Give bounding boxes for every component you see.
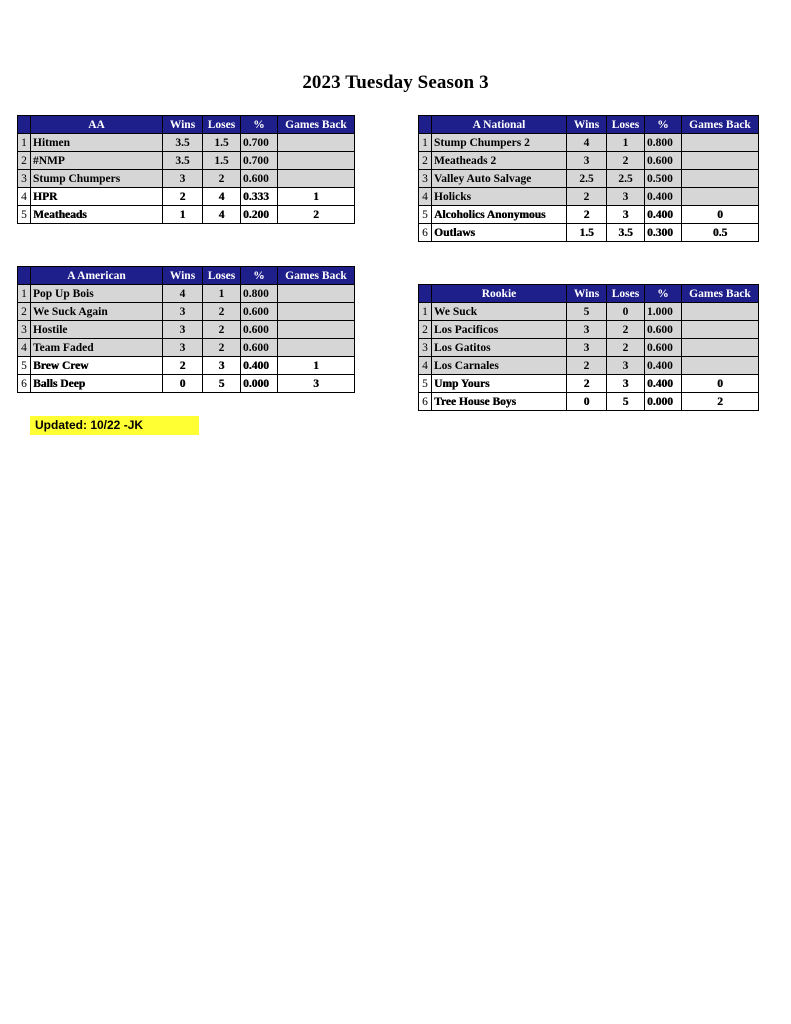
table-row (18, 321, 355, 339)
loses-cell: 0 (607, 303, 645, 321)
games-back-cell (278, 134, 355, 152)
games-back-cell (278, 339, 355, 357)
team-name-cell: Los Pacificos (432, 321, 567, 339)
wins-column-header: Wins (163, 116, 203, 134)
loses-column-header: Loses (607, 285, 645, 303)
pct-column-header: % (241, 116, 278, 134)
wins-cell: 0 (567, 393, 607, 411)
loses-cell: 2 (607, 339, 645, 357)
page-title: 2023 Tuesday Season 3 (302, 72, 489, 93)
rank-cell: 6 (18, 375, 31, 393)
loses-cell: 1 (203, 285, 241, 303)
pct-cell: 0.700 (241, 152, 278, 170)
wins-cell: 2.5 (567, 170, 607, 188)
pct-cell: 0.300 (645, 224, 682, 242)
wins-cell: 3 (163, 303, 203, 321)
games-back-cell (278, 303, 355, 321)
rank-cell: 4 (419, 357, 432, 375)
games-back-column-header: Games Back (682, 285, 759, 303)
table-row (18, 152, 355, 170)
loses-cell: 1.5 (203, 134, 241, 152)
games-back-cell (278, 321, 355, 339)
rank-cell: 3 (419, 170, 432, 188)
wins-cell: 2 (163, 357, 203, 375)
team-name-cell: Los Carnales (432, 357, 567, 375)
team-name-cell: Meatheads (31, 206, 163, 224)
table-row (419, 321, 759, 339)
table-header-row (18, 267, 355, 285)
pct-cell: 0.600 (645, 339, 682, 357)
division-name-header: A American (31, 267, 163, 285)
games-back-column-header: Games Back (278, 116, 355, 134)
team-name-cell: #NMP (31, 152, 163, 170)
games-back-cell (682, 134, 759, 152)
rank-cell: 5 (419, 375, 432, 393)
loses-cell: 2.5 (607, 170, 645, 188)
table-row (419, 170, 759, 188)
rank-cell: 1 (419, 134, 432, 152)
games-back-cell (682, 339, 759, 357)
games-back-cell (682, 188, 759, 206)
team-name-cell: Valley Auto Salvage (432, 170, 567, 188)
wins-cell: 0 (163, 375, 203, 393)
loses-cell: 5 (203, 375, 241, 393)
team-name-cell: We Suck (432, 303, 567, 321)
rank-cell: 3 (18, 170, 31, 188)
rank-cell: 3 (18, 321, 31, 339)
wins-cell: 3 (163, 321, 203, 339)
loses-cell: 2 (203, 321, 241, 339)
games-back-cell (278, 152, 355, 170)
table-row (18, 339, 355, 357)
games-back-column-header: Games Back (278, 267, 355, 285)
rank-cell: 2 (419, 152, 432, 170)
games-back-cell: 0 (682, 206, 759, 224)
table-row (18, 134, 355, 152)
loses-cell: 3 (607, 375, 645, 393)
rank-cell: 5 (18, 357, 31, 375)
rank-column-header (18, 116, 31, 134)
table-row (419, 152, 759, 170)
team-name-cell: Holicks (432, 188, 567, 206)
rank-cell: 1 (18, 285, 31, 303)
pct-cell: 0.700 (241, 134, 278, 152)
division-name-header: A National (432, 116, 567, 134)
loses-cell: 2 (203, 303, 241, 321)
pct-cell: 1.000 (645, 303, 682, 321)
standings-table-a-national (418, 115, 759, 242)
loses-cell: 1.5 (203, 152, 241, 170)
rank-cell: 6 (419, 224, 432, 242)
team-name-cell: We Suck Again (31, 303, 163, 321)
wins-cell: 3.5 (163, 152, 203, 170)
table-row (18, 375, 355, 393)
table-row (419, 339, 759, 357)
rank-cell: 2 (419, 321, 432, 339)
rank-cell: 3 (419, 339, 432, 357)
table-row (419, 393, 759, 411)
pct-cell: 0.400 (645, 188, 682, 206)
team-name-cell: Los Gatitos (432, 339, 567, 357)
team-name-cell: Team Faded (31, 339, 163, 357)
team-name-cell: Pop Up Bois (31, 285, 163, 303)
pct-column-header: % (645, 116, 682, 134)
wins-cell: 3 (567, 339, 607, 357)
team-name-cell: Brew Crew (31, 357, 163, 375)
rank-cell: 4 (18, 339, 31, 357)
loses-cell: 2 (203, 170, 241, 188)
loses-cell: 3 (607, 357, 645, 375)
table-row (18, 357, 355, 375)
updated-note: Updated: 10/22 -JK (30, 416, 199, 435)
wins-cell: 2 (567, 375, 607, 393)
wins-cell: 1.5 (567, 224, 607, 242)
standings-table-aa (17, 115, 355, 224)
standings-table-rookie (418, 284, 759, 411)
rank-cell: 4 (419, 188, 432, 206)
games-back-cell (682, 170, 759, 188)
standings-table-a-american (17, 266, 355, 393)
pct-cell: 0.400 (645, 357, 682, 375)
table-row (419, 303, 759, 321)
wins-cell: 2 (163, 188, 203, 206)
team-name-cell: Alcoholics Anonymous (432, 206, 567, 224)
games-back-cell (682, 321, 759, 339)
team-name-cell: Meatheads 2 (432, 152, 567, 170)
team-name-cell: Stump Chumpers (31, 170, 163, 188)
pct-cell: 0.400 (645, 206, 682, 224)
games-back-cell (682, 357, 759, 375)
division-name-header: AA (31, 116, 163, 134)
wins-cell: 2 (567, 357, 607, 375)
pct-cell: 0.800 (241, 285, 278, 303)
games-back-column-header: Games Back (682, 116, 759, 134)
wins-cell: 3.5 (163, 134, 203, 152)
games-back-cell (278, 285, 355, 303)
pct-cell: 0.600 (241, 321, 278, 339)
games-back-cell (682, 303, 759, 321)
table-row (18, 188, 355, 206)
games-back-cell: 1 (278, 188, 355, 206)
pct-cell: 0.000 (241, 375, 278, 393)
pct-cell: 0.000 (645, 393, 682, 411)
pct-cell: 0.500 (645, 170, 682, 188)
rank-column-header (419, 285, 432, 303)
rank-cell: 2 (18, 152, 31, 170)
table-row (419, 357, 759, 375)
pct-cell: 0.400 (645, 375, 682, 393)
table-header-row (419, 116, 759, 134)
loses-cell: 3 (607, 206, 645, 224)
table-row (18, 303, 355, 321)
team-name-cell: Hostile (31, 321, 163, 339)
games-back-cell: 3 (278, 375, 355, 393)
wins-cell: 3 (567, 321, 607, 339)
wins-cell: 4 (163, 285, 203, 303)
games-back-cell: 0 (682, 375, 759, 393)
rank-cell: 6 (419, 393, 432, 411)
games-back-cell: 2 (682, 393, 759, 411)
loses-cell: 5 (607, 393, 645, 411)
wins-column-header: Wins (163, 267, 203, 285)
wins-cell: 2 (567, 188, 607, 206)
table-row (18, 206, 355, 224)
wins-cell: 4 (567, 134, 607, 152)
loses-cell: 4 (203, 206, 241, 224)
wins-cell: 3 (163, 170, 203, 188)
games-back-cell (278, 170, 355, 188)
loses-cell: 3 (607, 188, 645, 206)
loses-cell: 3.5 (607, 224, 645, 242)
team-name-cell: Balls Deep (31, 375, 163, 393)
table-row (419, 188, 759, 206)
rank-cell: 4 (18, 188, 31, 206)
rank-column-header (18, 267, 31, 285)
rank-column-header (419, 116, 432, 134)
pct-cell: 0.333 (241, 188, 278, 206)
loses-column-header: Loses (607, 116, 645, 134)
loses-cell: 2 (607, 321, 645, 339)
loses-column-header: Loses (203, 267, 241, 285)
loses-cell: 2 (607, 152, 645, 170)
loses-cell: 2 (203, 339, 241, 357)
table-row (419, 375, 759, 393)
rank-cell: 1 (18, 134, 31, 152)
wins-column-header: Wins (567, 116, 607, 134)
team-name-cell: Outlaws (432, 224, 567, 242)
wins-cell: 1 (163, 206, 203, 224)
loses-column-header: Loses (203, 116, 241, 134)
team-name-cell: Ump Yours (432, 375, 567, 393)
wins-cell: 3 (567, 152, 607, 170)
rank-cell: 5 (419, 206, 432, 224)
wins-cell: 2 (567, 206, 607, 224)
games-back-cell: 1 (278, 357, 355, 375)
table-row (419, 224, 759, 242)
rank-cell: 2 (18, 303, 31, 321)
pct-cell: 0.600 (645, 152, 682, 170)
rank-cell: 1 (419, 303, 432, 321)
games-back-cell: 2 (278, 206, 355, 224)
loses-cell: 4 (203, 188, 241, 206)
table-row (419, 134, 759, 152)
pct-cell: 0.800 (645, 134, 682, 152)
table-row (18, 285, 355, 303)
rank-cell: 5 (18, 206, 31, 224)
team-name-cell: Tree House Boys (432, 393, 567, 411)
table-header-row (419, 285, 759, 303)
games-back-cell (682, 152, 759, 170)
pct-cell: 0.600 (645, 321, 682, 339)
table-row (18, 170, 355, 188)
loses-cell: 3 (203, 357, 241, 375)
team-name-cell: Hitmen (31, 134, 163, 152)
team-name-cell: Stump Chumpers 2 (432, 134, 567, 152)
team-name-cell: HPR (31, 188, 163, 206)
division-name-header: Rookie (432, 285, 567, 303)
wins-cell: 3 (163, 339, 203, 357)
games-back-cell: 0.5 (682, 224, 759, 242)
wins-cell: 5 (567, 303, 607, 321)
pct-cell: 0.400 (241, 357, 278, 375)
pct-cell: 0.200 (241, 206, 278, 224)
pct-cell: 0.600 (241, 303, 278, 321)
table-row (419, 206, 759, 224)
wins-column-header: Wins (567, 285, 607, 303)
table-header-row (18, 116, 355, 134)
pct-column-header: % (241, 267, 278, 285)
pct-cell: 0.600 (241, 339, 278, 357)
pct-column-header: % (645, 285, 682, 303)
loses-cell: 1 (607, 134, 645, 152)
pct-cell: 0.600 (241, 170, 278, 188)
